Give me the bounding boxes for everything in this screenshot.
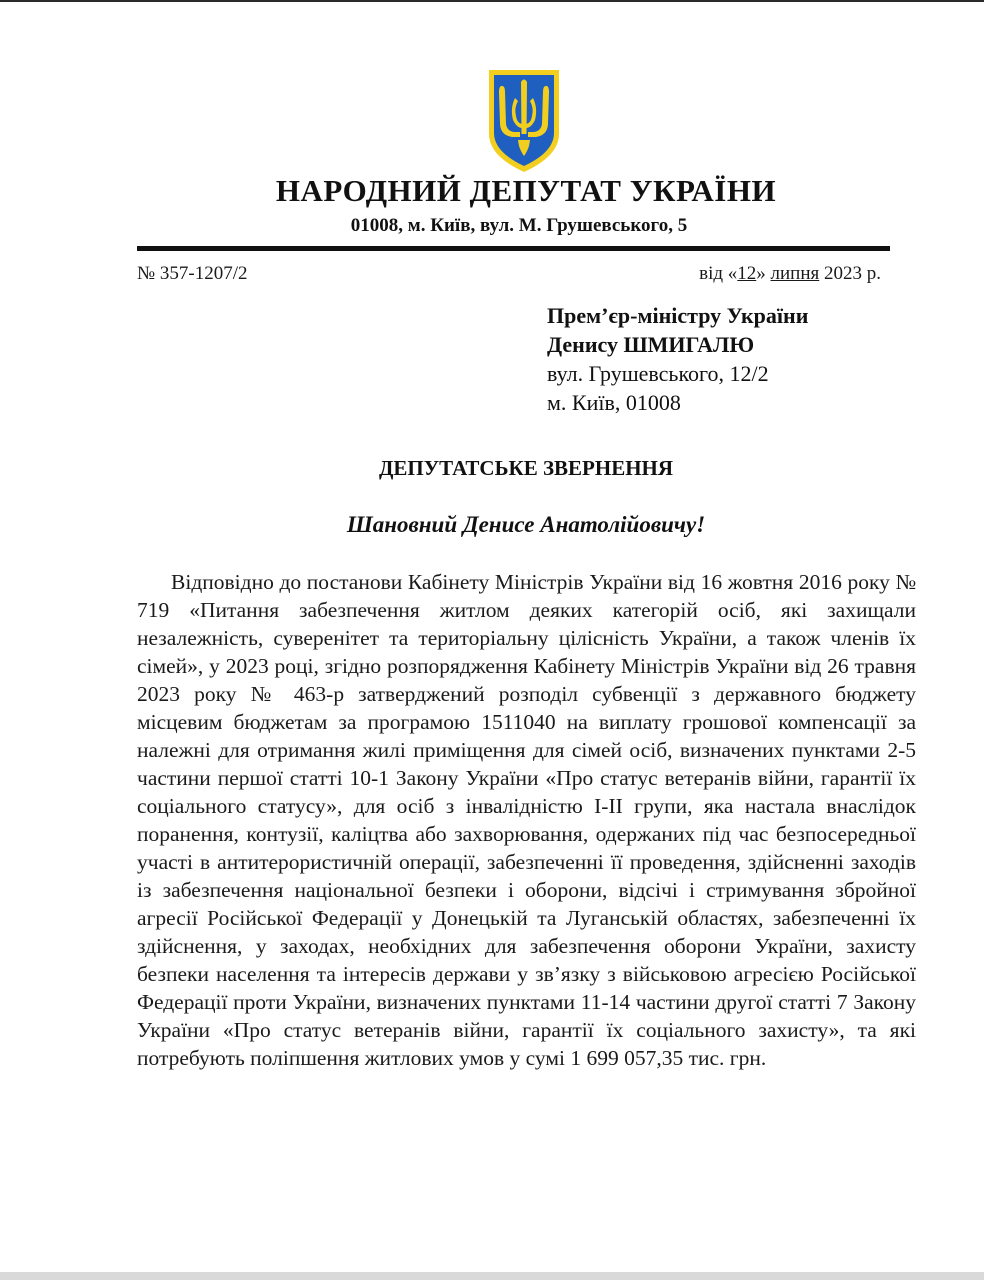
- coat-of-arms-trident-icon: [485, 68, 563, 174]
- date-prefix: від «: [699, 263, 738, 284]
- registration-number: № 357-1207/2: [137, 263, 248, 284]
- recipient-name: Денису ШМИГАЛЮ: [547, 332, 755, 357]
- page-bottom-edge: [0, 1272, 984, 1280]
- date-middle: »: [756, 263, 771, 284]
- sender-address: 01008, м. Київ, вул. М. Грушевського, 5: [350, 215, 688, 236]
- salutation: Шановний Денисе Анатолійовичу!: [346, 512, 706, 537]
- document-type-heading: ДЕПУТАТСЬКЕ ЗВЕРНЕННЯ: [378, 456, 674, 480]
- header-divider: [137, 246, 890, 251]
- recipient-street: вул. Грушевського, 12/2: [547, 361, 769, 386]
- recipient-city: м. Київ, 01008: [547, 390, 681, 415]
- date-suffix: 2023 р.: [819, 263, 881, 284]
- date-month: липня: [770, 263, 820, 284]
- body-paragraph: Відповідно до постанови Кабінету Міністрів України від 16 жовтня 2016 року № 719 «Питання забезпечення житлом деяких категорій осіб, які захищали незалежність, суверенітет та територіальну цілісність України, а також членів їх сімей», у 2023 році, згідно розпорядження Кабінету Міністрів України від 26 травня 2023 року № 463-р затверджений розподіл субвенції з державного бюджету місцевим бюджетам за програмою 1511040 на виплату грошової компенсації за належні для отримання жилі приміщення для сімей осіб, визначених пунктами 2-5 частини першої статті 10-1 Закону України «Про статус ветеранів війни, гарантії їх соціального статусу», для осіб з інвалідністю I-II групи, яка настала внаслідок поранення, контузії, каліцтва або захворювання, одержаних під час безпосередньої участі в антитерористичній операції, забезпеченні її проведення, здійсненні заходів із забезпечення національної безпеки і оборони, відсічі і стримування збройної агресії Російської Федерації у Донецькій та Луганській областях, забезпеченні їх здійснення, у заходах, необхідних для забезпечення оборони України, захисту безпеки населення та інтересів держави у зв’язку з військовою агресією Російської Федерації проти України, визначених пунктами 11-14 частини другої статті 7 Закону України «Про статус ветеранів війни, гарантії їх соціального захисту», та які потребують поліпшення житлових умов у сумі 1 699 057,35 тис. грн.: [137, 570, 916, 1070]
- date-day: 12: [737, 263, 757, 284]
- page-top-edge: [0, 0, 984, 2]
- page-title: НАРОДНИЙ ДЕПУТАТ УКРАЇНИ: [275, 173, 777, 208]
- recipient-position: Прем’єр-міністру України: [547, 303, 809, 328]
- document-date: [699, 263, 881, 285]
- recipient-block: [547, 301, 808, 417]
